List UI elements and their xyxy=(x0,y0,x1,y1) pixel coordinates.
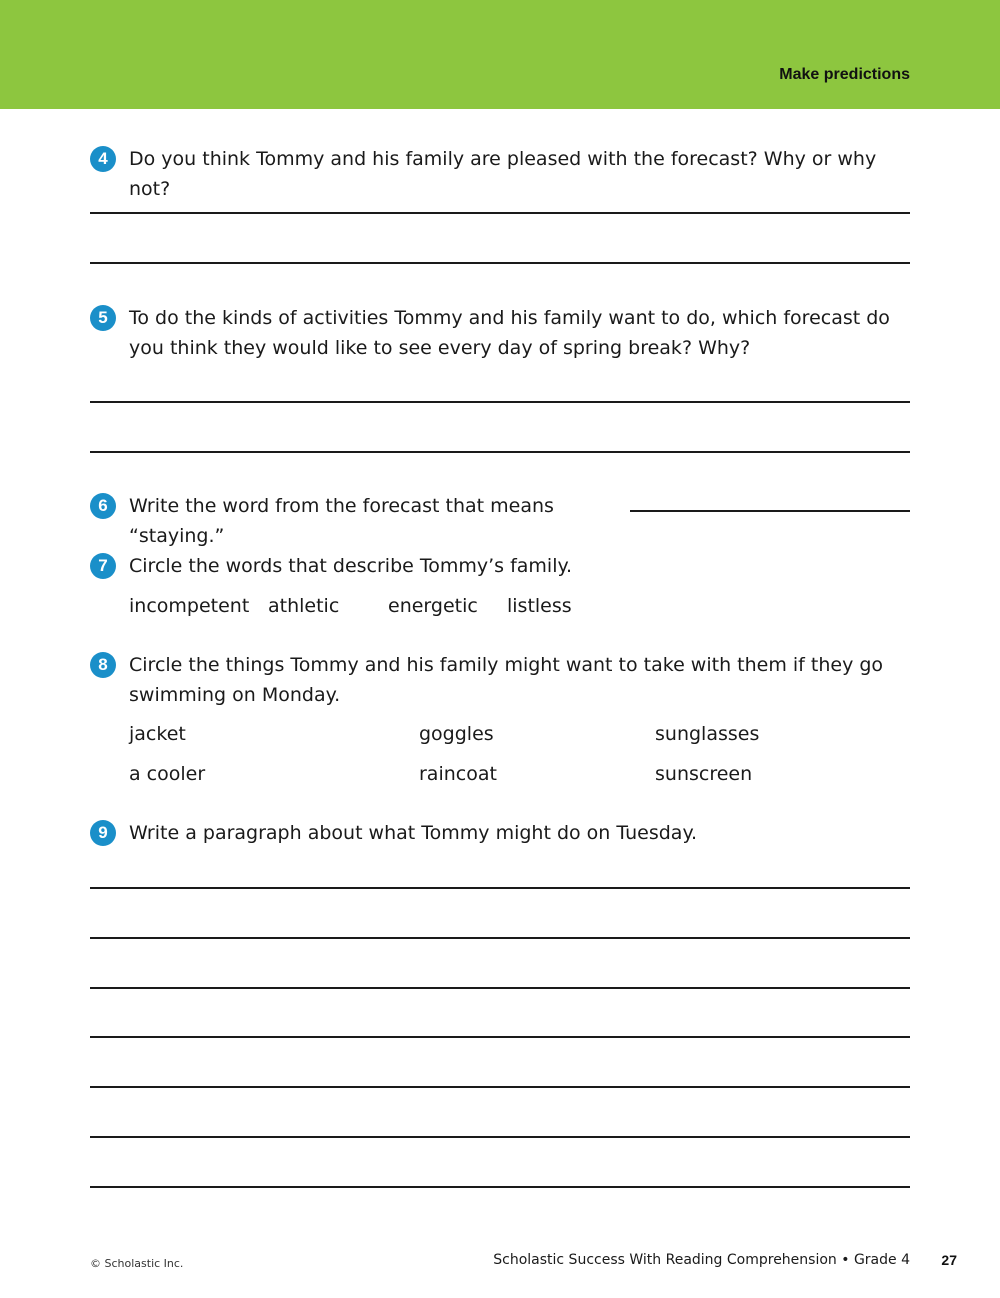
item-option[interactable]: jacket xyxy=(129,723,186,745)
answer-line[interactable] xyxy=(90,262,910,264)
word-option[interactable]: incompetent xyxy=(129,595,250,617)
question-6-text: Write the word from the forecast that means “staying.” xyxy=(129,495,554,547)
item-option[interactable]: sunglasses xyxy=(655,723,760,745)
question-number-badge: 8 xyxy=(90,652,116,678)
question-number-badge: 9 xyxy=(90,820,116,846)
question-number-badge: 7 xyxy=(90,553,116,579)
answer-line[interactable] xyxy=(90,1186,910,1188)
question-number-badge: 5 xyxy=(90,305,116,331)
answer-line[interactable] xyxy=(90,987,910,989)
item-option[interactable]: a cooler xyxy=(129,763,206,785)
copyright-text: © Scholastic Inc. xyxy=(90,1257,184,1270)
item-option[interactable]: sunscreen xyxy=(655,763,753,785)
question-number-badge: 6 xyxy=(90,493,116,519)
word-option[interactable]: athletic xyxy=(268,595,340,617)
answer-line[interactable] xyxy=(90,1136,910,1138)
answer-line[interactable] xyxy=(90,887,910,889)
answer-line[interactable] xyxy=(630,510,910,512)
book-title: Scholastic Success With Reading Comprehension • Grade 4 xyxy=(493,1252,910,1268)
question-5-text: To do the kinds of activities Tommy and his family want to do, which forecast do you think they would like to see every day of spring break? Why? xyxy=(129,307,890,359)
question-8-text: Circle the things Tommy and his family might want to take with them if they go swimming on Monday. xyxy=(129,654,884,706)
answer-line[interactable] xyxy=(90,937,910,939)
item-option[interactable]: goggles xyxy=(419,723,494,745)
question-7-text: Circle the words that describe Tommy’s family. xyxy=(129,555,573,577)
item-option[interactable]: raincoat xyxy=(419,763,497,785)
word-option[interactable]: energetic xyxy=(388,595,478,617)
answer-line[interactable] xyxy=(90,1036,910,1038)
answer-line[interactable] xyxy=(90,212,910,214)
word-option[interactable]: listless xyxy=(507,595,572,617)
answer-line[interactable] xyxy=(90,451,910,453)
question-9-text: Write a paragraph about what Tommy might do on Tuesday. xyxy=(129,822,698,844)
answer-line[interactable] xyxy=(90,401,910,403)
section-title: Make predictions xyxy=(779,66,910,83)
question-number-badge: 4 xyxy=(90,146,116,172)
question-4-text: Do you think Tommy and his family are pleased with the forecast? Why or why not? xyxy=(129,148,877,200)
answer-line[interactable] xyxy=(90,1086,910,1088)
page-number: 27 xyxy=(941,1252,957,1268)
header-banner xyxy=(0,0,1000,109)
